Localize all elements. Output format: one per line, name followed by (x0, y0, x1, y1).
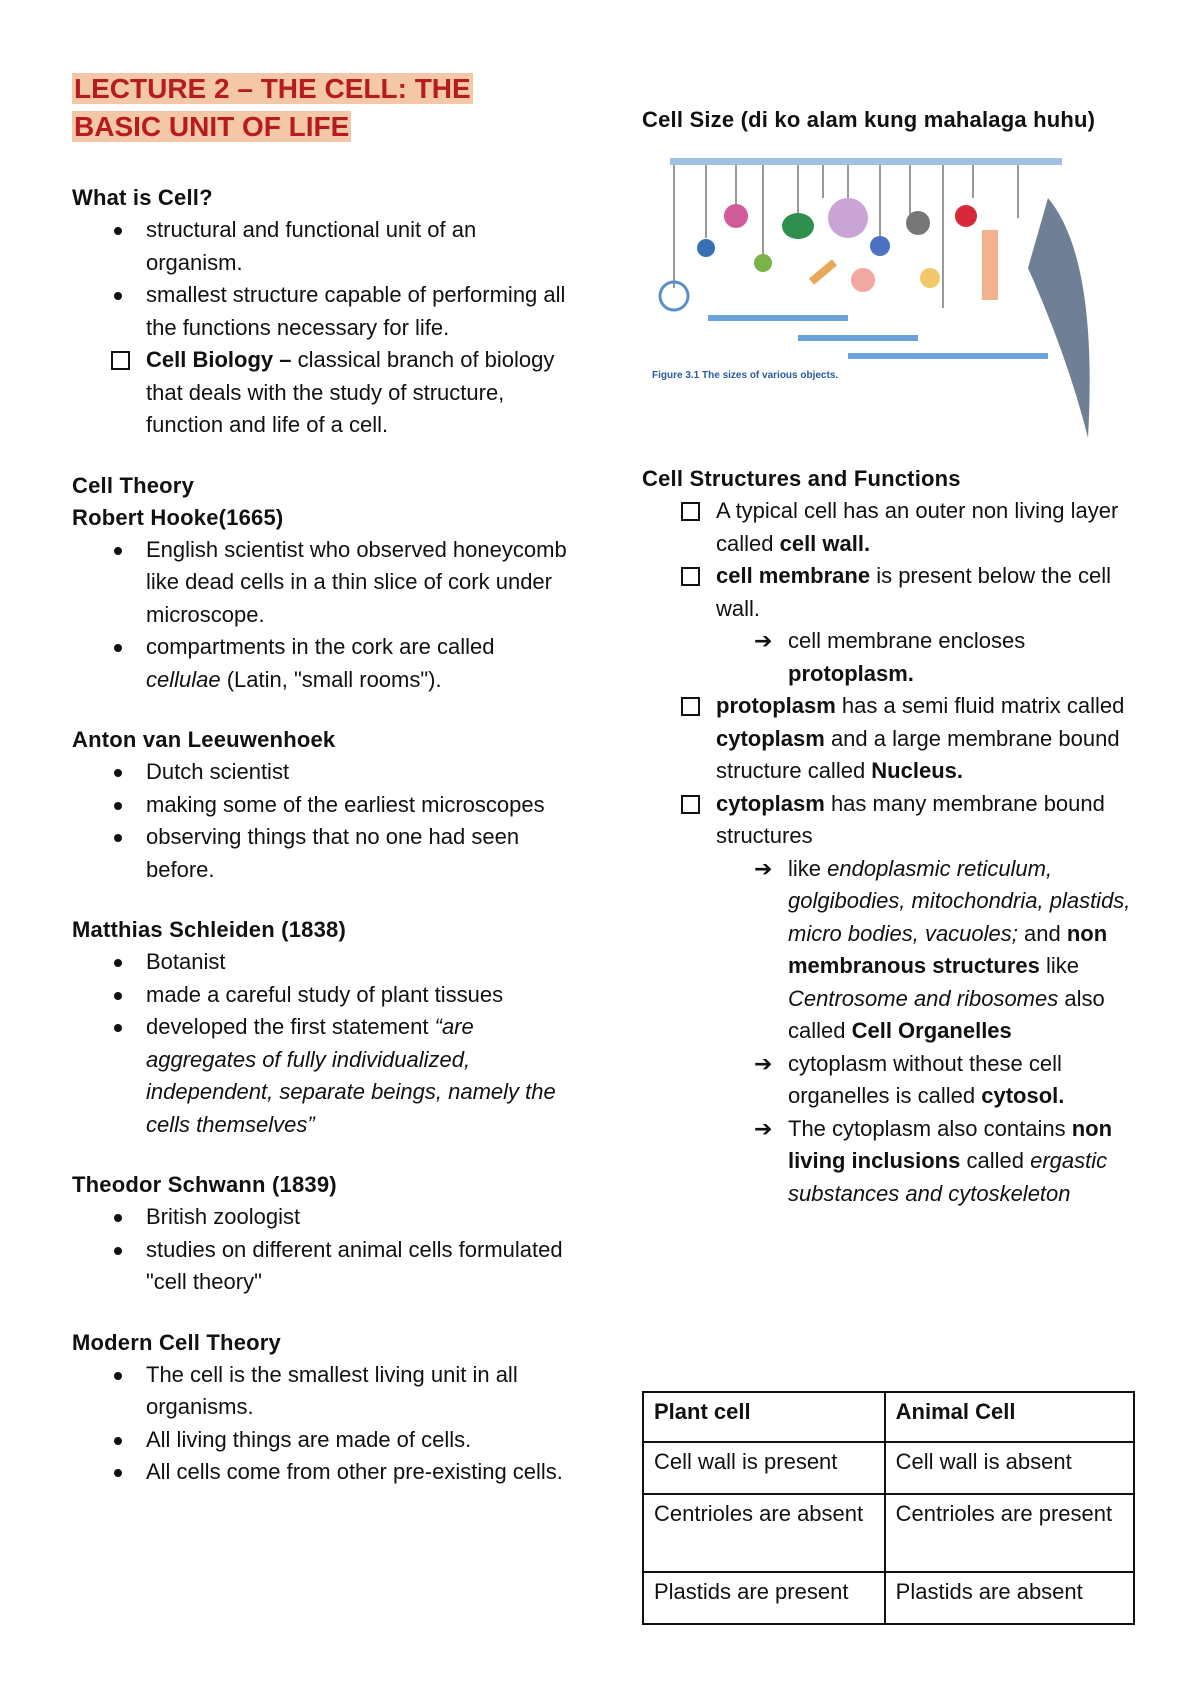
rose-icon (955, 205, 977, 227)
list-item: developed the first statement “are aggregates of fully individualized, independent, separate beings, namely the cells themselves” (72, 1011, 572, 1141)
list-item: All living things are made of cells. (72, 1424, 572, 1457)
cell-size-heading: Cell Size (di ko alam kung mahalaga huhu) (642, 107, 1096, 132)
list-item: Botanist (72, 946, 572, 979)
mouse-icon (906, 211, 930, 235)
arrow-item: ➔ cell membrane encloses protoplasm. (642, 625, 1142, 690)
virus-icon (754, 254, 772, 272)
table-header-cell: Plant cell (643, 1392, 885, 1442)
ostrich-egg-icon (920, 268, 940, 288)
cell-size-figure (648, 138, 1136, 460)
arrow-icon: ➔ (754, 855, 773, 881)
frog-egg-icon (870, 236, 890, 256)
table-header-cell: Animal Cell (885, 1392, 1134, 1442)
table-row (643, 1494, 1134, 1572)
right-column-top (642, 104, 1142, 136)
table-cell: Centrioles are present (885, 1494, 1134, 1572)
schwann-heading: Theodor Schwann (1839) (72, 1172, 337, 1197)
list-item: making some of the earliest microscopes (72, 789, 572, 822)
checklist-item: cell membrane is present below the cell wall. (642, 560, 1142, 625)
arrow-icon: ➔ (754, 628, 773, 653)
table-cell: Cell wall is present (643, 1442, 885, 1494)
checklist-item: cytoplasm has many membrane bound structures (642, 788, 1142, 853)
amino-acids-icon (697, 239, 715, 257)
list-item: smallest structure capable of performing all the functions necessary for life. (72, 279, 572, 344)
list-item: studies on different animal cells formulated "cell theory" (72, 1234, 572, 1299)
left-column (72, 182, 572, 1489)
title-line-1: LECTURE 2 – THE CELL: THE (74, 73, 471, 104)
checklist-item: protoplasm has a semi fluid matrix called cytoplasm and a large membrane bound structure called Nucleus. (642, 690, 1142, 788)
right-column (642, 463, 1142, 1210)
human-icon (982, 230, 998, 300)
table-row (643, 1392, 1134, 1442)
lecture-title (72, 70, 473, 146)
arrow-item: ➔ cytoplasm without these cell organelles is called cytosol. (642, 1048, 1142, 1113)
list-item: made a careful study of plant tissues (72, 979, 572, 1012)
cell-theory-heading: Cell Theory (72, 472, 195, 498)
schleiden-heading: Matthias Schleiden (1838) (72, 917, 346, 942)
title-line-2: BASIC UNIT OF LIFE (74, 111, 350, 142)
what-is-cell-heading: What is Cell? (72, 185, 213, 210)
table-row (643, 1572, 1134, 1624)
arrow-item: ➔ like endoplasmic reticulum, golgibodies, mitochondria, plastids, micro bodies, vacuoles; and non membranous structures like Centrosome and ribosomes also called Cell Organelles (642, 853, 1142, 1048)
checkbox-icon (111, 351, 130, 370)
table-row (643, 1442, 1134, 1494)
figure-caption: Figure 3.1 The sizes of various objects. (652, 370, 839, 381)
arrow-icon: ➔ (754, 1115, 773, 1141)
checkbox-icon (681, 567, 700, 586)
list-item: compartments in the cork are called cellulae (Latin, "small rooms"). (72, 631, 572, 696)
checkbox-icon (681, 795, 700, 814)
plant-vs-animal-table (642, 1391, 1135, 1625)
human-egg-icon (851, 268, 875, 292)
list-item: All cells come from other pre-existing cells. (72, 1456, 572, 1489)
list-item: British zoologist (72, 1201, 572, 1234)
table-cell: Plastids are present (643, 1572, 885, 1624)
list-item: Cell Biology – classical branch of biology that deals with the study of structure, function and life of a cell. (72, 344, 572, 442)
plant-animal-cell-icon (828, 198, 868, 238)
hooke-heading: Robert Hooke(1665) (72, 504, 284, 530)
protein-icon (724, 204, 748, 228)
cell-structures-heading: Cell Structures and Functions (642, 466, 961, 491)
chloroplast-icon (782, 213, 814, 239)
list-item: Dutch scientist (72, 756, 572, 789)
leeuwenhoek-heading: Anton van Leeuwenhoek (72, 727, 336, 752)
scale-bar (670, 158, 1062, 165)
list-item: English scientist who observed honeycomb like dead cells in a thin slice of cork under microscope. (72, 534, 572, 632)
table-cell: Cell wall is absent (885, 1442, 1134, 1494)
checklist-item: A typical cell has an outer non living layer called cell wall. (642, 495, 1142, 560)
checkbox-icon (681, 697, 700, 716)
table-cell: Plastids are absent (885, 1572, 1134, 1624)
list-item: observing things that no one had seen before. (72, 821, 572, 886)
arrow-item: ➔ The cytoplasm also contains non living inclusions called ergastic substances and cytoskeleton (642, 1113, 1142, 1211)
list-item: The cell is the smallest living unit in all organisms. (72, 1359, 572, 1424)
arrow-icon: ➔ (754, 1050, 773, 1076)
checkbox-icon (681, 502, 700, 521)
list-item: structural and functional unit of an organism. (72, 214, 572, 279)
modern-cell-theory-heading: Modern Cell Theory (72, 1329, 281, 1355)
table-cell: Centrioles are absent (643, 1494, 885, 1572)
